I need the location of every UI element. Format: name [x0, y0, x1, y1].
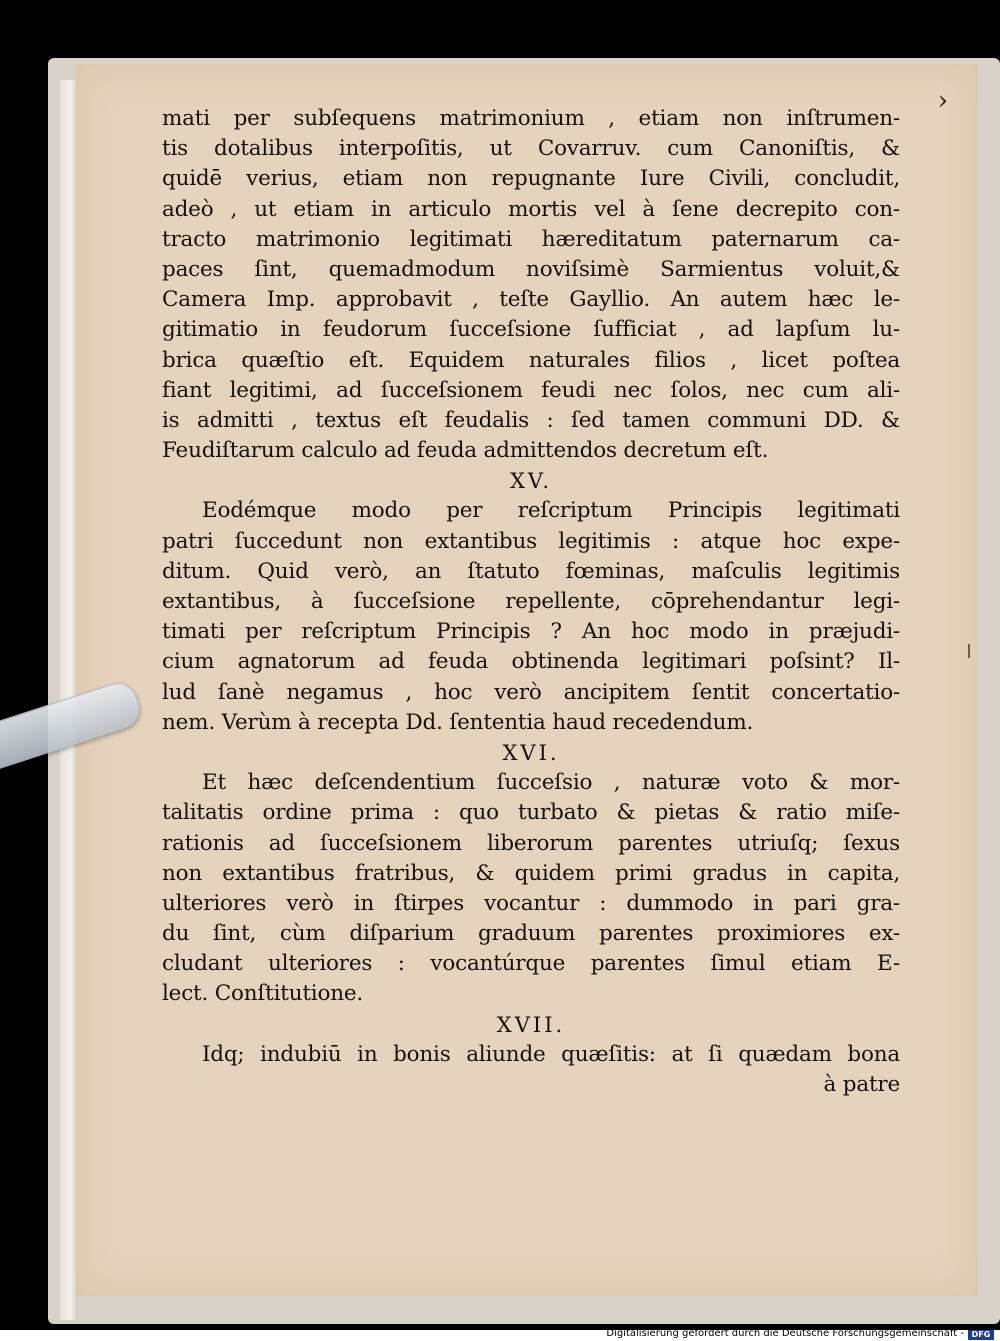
text-line: non extantibus fratribus, & quidem primi gradus in capita,	[162, 860, 900, 886]
section-heading-xvi: XVI.	[502, 740, 560, 765]
text-line: lud ſanè negamus , hoc verò ancipitem ſentit concertatio-	[162, 679, 900, 705]
section-heading-xv: XV.	[509, 469, 553, 494]
text-line: mati per subſequens matrimonium , etiam non inſtrumen-	[162, 106, 900, 131]
text-line: adeò , ut etiam in articulo mortis vel à ſene decrepito con-	[162, 196, 900, 222]
text-line: tis dotalibus interpoſitis, ut Covarruv. cum Canoniſtis, &	[162, 136, 900, 162]
text-line: Camera Imp. approbavit , teſte Gayllio. An autem hæc le-	[162, 287, 900, 313]
digitization-credit: Digitalisierung gefördert durch die Deutsche Forschungsgemeinschaft -	[606, 1328, 964, 1339]
text-line: patri ſuccedunt non extantibus legitimis : atque hoc expe-	[162, 528, 900, 554]
text-line: Et hæc deſcendentium ſucceſsio , naturæ voto & mor-	[202, 770, 900, 796]
text-line: Feudiſtarum calculo ad feuda admittendos decretum eſt.	[162, 438, 769, 464]
text-line: fiant legitimi, ad ſucceſsionem feudi nec ſolos, nec cum ali-	[162, 377, 900, 403]
text-line: ditum. Quid verò, an ſtatuto fœminas, maſculis legitimis	[162, 558, 900, 584]
text-line: Idq; indubiū in bonis aliunde quæſitis: at ſi quædam bona	[202, 1041, 900, 1067]
text-line: quidē verius, etiam non repugnante Iure Civili, concludit,	[162, 166, 900, 192]
text-line: ulteriores verò in ſtirpes vocantur : dummodo in pari gra-	[162, 890, 900, 916]
text-line: tracto matrimonio legitimati hæreditatum paternarum ca-	[162, 226, 900, 252]
text-line: nem. Verùm à recepta Dd. ſententia haud recedendum.	[162, 709, 754, 735]
text-line: cludant ulteriores : vocantúrque parentes ſimul etiam E-	[162, 951, 900, 977]
text-line: timati per reſcriptum Principis ? An hoc modo in præjudi-	[162, 619, 900, 645]
page-mark: ›	[937, 86, 948, 116]
text-line: rationis ad ſucceſsionem liberorum parentes utriuſq; ſexus	[162, 830, 900, 856]
margin-mark	[968, 644, 970, 658]
text-line: Eodémque modo per reſcriptum Principis legitimati	[202, 498, 900, 524]
page-text	[162, 104, 900, 1100]
text-line: lect. Conſtitutione.	[162, 981, 364, 1007]
text-line: cium agnatorum ad feuda obtinenda legitimari poſsint? Il-	[162, 649, 900, 675]
section-heading-xvii: XVII.	[496, 1012, 566, 1037]
text-line: talitatis ordine prima : quo turbato & pietas & ratio miſe-	[162, 800, 900, 826]
catchword: à patre	[823, 1072, 900, 1097]
text-line: du ſint, cùm diſparium graduum parentes proximiores ex-	[162, 921, 900, 947]
text-line: gitimatio in feudorum ſucceſsione ſufficiat , ad lapſum lu-	[162, 317, 900, 343]
text-line: paces ſint, quemadmodum noviſsimè Sarmientus voluit,&	[162, 256, 900, 282]
text-line: extantibus, à ſucceſsione repellente, cōprehendantur legi-	[162, 589, 900, 614]
text-line: is admitti , textus eſt feudalis : ſed tamen communi DD. &	[162, 407, 900, 433]
footer-bar	[0, 1330, 1000, 1341]
text-line: brica quæſtio eſt. Equidem naturales filios , licet poſtea	[162, 347, 900, 373]
dfg-logo: DFG	[968, 1330, 994, 1340]
